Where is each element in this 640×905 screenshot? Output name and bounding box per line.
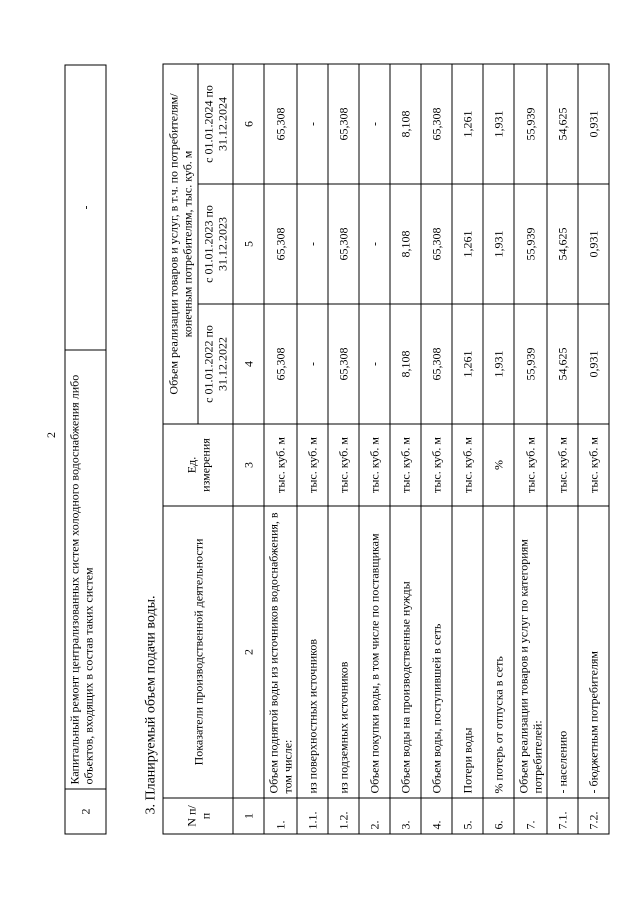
row-value-2024: 1,931 — [483, 64, 514, 184]
row-text: Капитальный ремонт централизованных систем холодного водоснабжения либо объектов, входящих в состав таких систем — [65, 350, 106, 789]
row-unit: тыс. куб. м — [514, 424, 547, 506]
column-number: 3 — [233, 424, 264, 506]
row-value-2022: 1,931 — [483, 304, 514, 424]
row-number: 5. — [452, 798, 483, 834]
column-number: 2 — [233, 506, 264, 798]
row-value-2024: - — [359, 64, 390, 184]
row-value-2023: 8,108 — [390, 184, 421, 304]
table-row — [578, 64, 609, 834]
row-unit: тыс. куб. м — [359, 424, 390, 506]
row-value-2023: 65,308 — [328, 184, 359, 304]
row-indicator: из подземных источников — [328, 506, 359, 798]
row-value-2022: - — [359, 304, 390, 424]
row-value-2024: 65,308 — [328, 64, 359, 184]
row-value-2024: - — [297, 64, 328, 184]
row-value-2024: 65,308 — [421, 64, 452, 184]
row-indicator: из поверхностных источников — [297, 506, 328, 798]
row-value-2024: 1,261 — [452, 64, 483, 184]
section-title: 3. Планируемый объем подачи воды. — [143, 595, 159, 815]
column-number: 6 — [233, 64, 264, 184]
header-num: N п/п — [163, 798, 233, 834]
water-supply-table — [163, 64, 610, 835]
header-indicator: Показатели производственной деятельности — [163, 506, 233, 798]
table-row — [514, 64, 547, 834]
row-value-2024: 55,939 — [514, 64, 547, 184]
table-row — [452, 64, 483, 834]
row-indicator: Объем реализации товаров и услуг по категориям потребителей: — [514, 506, 547, 798]
row-unit: тыс. куб. м — [547, 424, 578, 506]
row-indicator: - населению — [547, 506, 578, 798]
row-indicator: Потери воды — [452, 506, 483, 798]
table-row — [359, 64, 390, 834]
row-number: 6. — [483, 798, 514, 834]
row-value-2022: 55,939 — [514, 304, 547, 424]
row-unit: тыс. куб. м — [264, 424, 297, 506]
row-value-2022: 1,261 — [452, 304, 483, 424]
row-unit: тыс. куб. м — [390, 424, 421, 506]
row-number: 7. — [514, 798, 547, 834]
row-number: 1. — [264, 798, 297, 834]
column-number-row — [233, 64, 264, 834]
header-period-2022: с 01.01.2022 по 31.12.2022 — [198, 304, 233, 424]
row-number: 7.1. — [547, 798, 578, 834]
row-value-2024: 8,108 — [390, 64, 421, 184]
table-row — [328, 64, 359, 834]
header-volume-group: Объем реализации товаров и услуг, в т.ч. по потребителям/ конечным потребителям, тыс. куб. м — [163, 64, 198, 424]
row-value-2024: 0,931 — [578, 64, 609, 184]
row-value-2022: 65,308 — [328, 304, 359, 424]
row-number: 2. — [359, 798, 390, 834]
row-unit: тыс. куб. м — [421, 424, 452, 506]
page-number: 2 — [44, 432, 58, 438]
row-unit: тыс. куб. м — [578, 424, 609, 506]
table-row — [483, 64, 514, 834]
row-value-2023: 1,261 — [452, 184, 483, 304]
row-number: 7.2. — [578, 798, 609, 834]
row-indicator: Объем поднятой воды из источников водоснабжения, в том числе: — [264, 506, 297, 798]
table-body — [264, 64, 609, 834]
capital-repair-table — [65, 65, 107, 835]
row-value-2024: 65,308 — [264, 64, 297, 184]
row-indicator: Объем покупки воды, в том числе по поставщикам — [359, 506, 390, 798]
row-indicator: - бюджетным потребителям — [578, 506, 609, 798]
row-number: 2 — [65, 789, 106, 834]
row-value-2023: 65,308 — [264, 184, 297, 304]
row-unit: тыс. куб. м — [328, 424, 359, 506]
row-value-2022: 0,931 — [578, 304, 609, 424]
table-row — [264, 64, 297, 834]
row-value-2023: - — [297, 184, 328, 304]
column-number: 4 — [233, 304, 264, 424]
row-value-2023: - — [359, 184, 390, 304]
table-row — [547, 64, 578, 834]
header-unit: Ед. измерения — [163, 424, 233, 506]
row-value-2022: 65,308 — [264, 304, 297, 424]
row-value-2022: - — [297, 304, 328, 424]
header-period-2023: с 01.01.2023 по 31.12.2023 — [198, 184, 233, 304]
row-indicator: Объем воды, поступившей в сеть — [421, 506, 452, 798]
row-number: 3. — [390, 798, 421, 834]
table-row — [421, 64, 452, 834]
row-value-2023: 1,931 — [483, 184, 514, 304]
row-value-2023: 65,308 — [421, 184, 452, 304]
row-number: 1.1. — [297, 798, 328, 834]
row-unit: тыс. куб. м — [297, 424, 328, 506]
row-indicator: Объем воды на производственные нужды — [390, 506, 421, 798]
row-value-2022: 65,308 — [421, 304, 452, 424]
table-row — [390, 64, 421, 834]
row-value-2023: 0,931 — [578, 184, 609, 304]
row-unit: % — [483, 424, 514, 506]
row-value-2022: 8,108 — [390, 304, 421, 424]
row-value-2024: 54,625 — [547, 64, 578, 184]
row-indicator: % потерь от отпуска в сеть — [483, 506, 514, 798]
table-row — [297, 64, 328, 834]
row-value-2022: 54,625 — [547, 304, 578, 424]
header-period-2024: с 01.01.2024 по 31.12.2024 — [198, 64, 233, 184]
column-number: 5 — [233, 184, 264, 304]
rotated-page — [1, 0, 640, 905]
row-number: 1.2. — [328, 798, 359, 834]
row-number: 4. — [421, 798, 452, 834]
column-number: 1 — [233, 798, 264, 834]
header-row — [163, 64, 198, 834]
row-value-2023: 54,625 — [547, 184, 578, 304]
row-unit: тыс. куб. м — [452, 424, 483, 506]
row-value: - — [65, 65, 106, 350]
row-value-2023: 55,939 — [514, 184, 547, 304]
table-row — [65, 65, 106, 834]
